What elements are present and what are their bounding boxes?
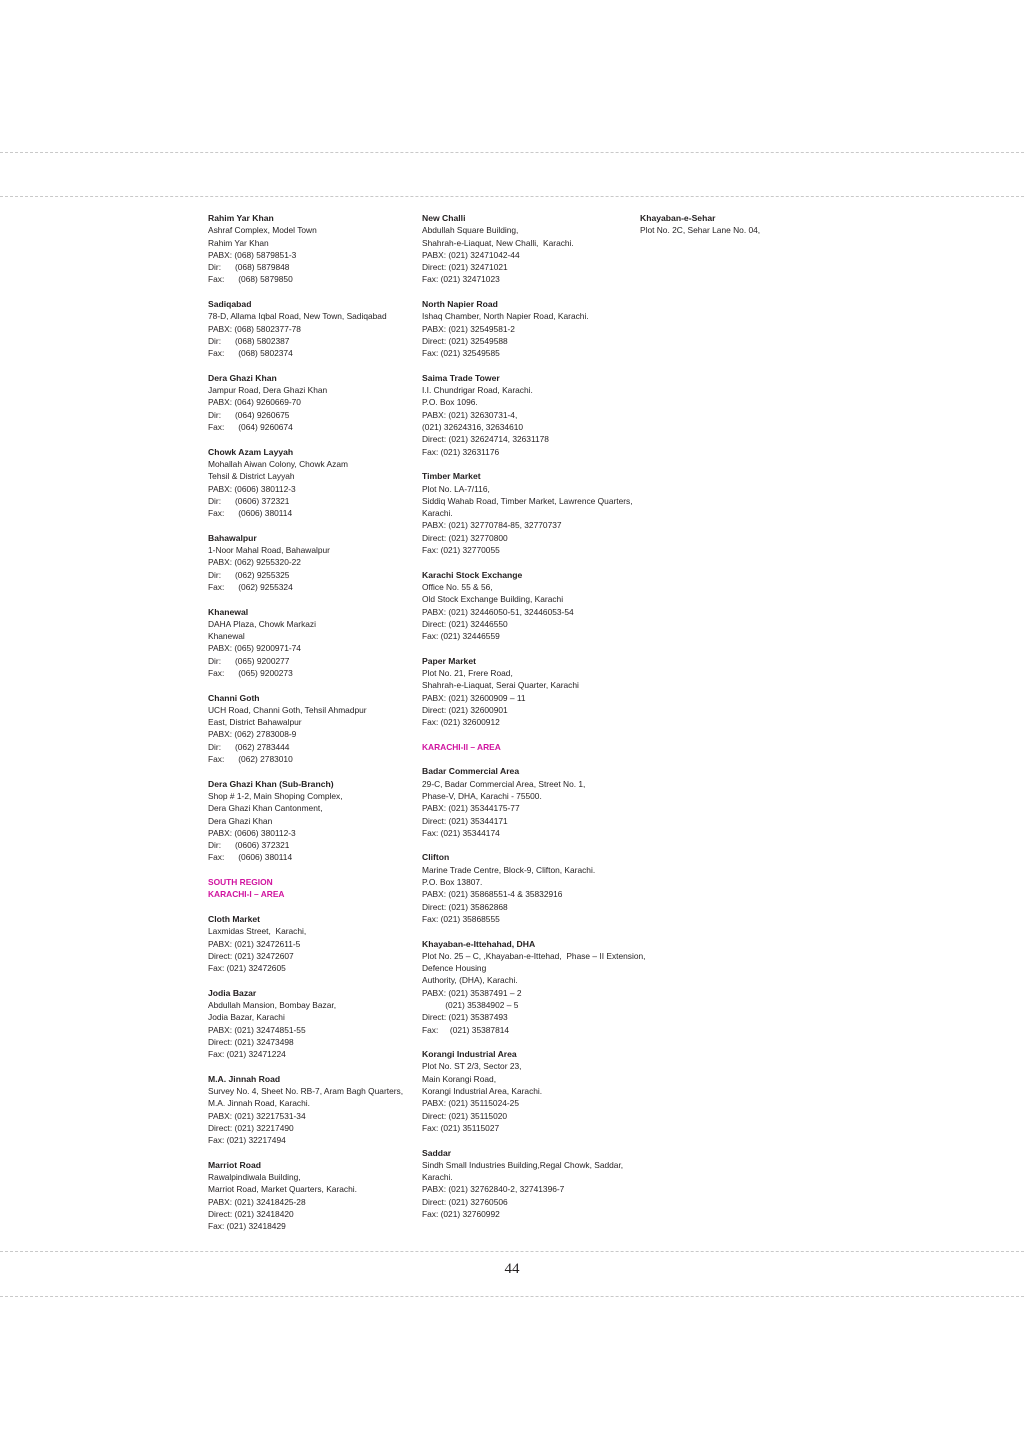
branch-detail-line: Authority, (DHA), Karachi. bbox=[422, 975, 518, 986]
branch-detail-line: Rahim Yar Khan bbox=[208, 237, 269, 248]
branch-detail-line: Fax: (068) 5879850 bbox=[208, 274, 293, 285]
branch-detail-line: Plot No. 25 – C, ,Khayaban-e-Ittehad, Phase – II Extension, bbox=[422, 950, 646, 961]
branch-detail-line: Direct: (021) 32600901 bbox=[422, 704, 508, 715]
branch-detail-line: M.A. Jinnah Road, Karachi. bbox=[208, 1098, 310, 1109]
branch-entry bbox=[208, 913, 408, 974]
branch-detail-line: Dera Ghazi Khan bbox=[208, 815, 273, 826]
branch-detail-line: Marine Trade Centre, Block-9, Clifton, Karachi. bbox=[422, 864, 596, 875]
branch-detail-line: Survey No. 4, Sheet No. RB-7, Aram Bagh Quarters, bbox=[208, 1086, 404, 1097]
branch-name: Cloth Market bbox=[208, 913, 261, 924]
branch-detail-line: PABX: (021) 32630731-4, bbox=[422, 409, 518, 420]
branch-detail-line: Dir: (0606) 372321 bbox=[208, 840, 290, 851]
branch-detail-line: Fax: (021) 35115027 bbox=[422, 1122, 500, 1133]
branch-detail-line: P.O. Box 1096. bbox=[422, 397, 478, 408]
branch-detail-line: Ashraf Complex, Model Town bbox=[208, 225, 317, 236]
column-2 bbox=[422, 212, 646, 1233]
branch-detail-line: DAHA Plaza, Chowk Markazi bbox=[208, 618, 316, 629]
top-rule-2 bbox=[0, 196, 1024, 197]
branch-detail-line: Dir: (0606) 372321 bbox=[208, 495, 290, 506]
branch-name: Korangi Industrial Area bbox=[422, 1049, 517, 1060]
branch-detail-line: Dir: (064) 9260675 bbox=[208, 409, 290, 420]
branch-entry bbox=[208, 606, 408, 680]
branch-name: North Napier Road bbox=[422, 299, 498, 310]
branch-detail-line: PABX: (021) 32472611-5 bbox=[208, 938, 301, 949]
branch-name: Channi Goth bbox=[208, 692, 260, 703]
branch-entry bbox=[422, 938, 646, 1036]
branch-detail-line: Direct: (021) 35862868 bbox=[422, 901, 508, 912]
branch-entry bbox=[422, 851, 632, 925]
branch-detail-line: PABX: (021) 35387491 – 2 bbox=[422, 987, 522, 998]
branch-detail-line: PABX: (021) 32474851-55 bbox=[208, 1024, 306, 1035]
branch-detail-line: PABX: (021) 32770784-85, 32770737 bbox=[422, 520, 562, 531]
branch-detail-line: Fax: (021) 35344174 bbox=[422, 827, 500, 838]
branch-detail-line: Karachi. bbox=[422, 508, 453, 519]
branch-name: Chowk Azam Layyah bbox=[208, 446, 294, 457]
branch-detail-line: Dera Ghazi Khan Cantonment, bbox=[208, 803, 323, 814]
page-number: 44 bbox=[504, 1261, 520, 1277]
region-heading bbox=[422, 741, 632, 753]
branch-detail-line: Fax: (068) 5802374 bbox=[208, 348, 293, 359]
branch-detail-line: Old Stock Exchange Building, Karachi bbox=[422, 594, 564, 605]
branch-detail-line: Direct: (021) 32217490 bbox=[208, 1122, 294, 1133]
branch-detail-line: Direct: (021) 32549588 bbox=[422, 335, 508, 346]
branch-detail-line: Fax: (0606) 380114 bbox=[208, 508, 293, 519]
branch-detail-line: Plot No. LA-7/116, bbox=[422, 483, 490, 494]
branch-detail-line: Direct: (021) 35387493 bbox=[422, 1012, 508, 1023]
branch-name: Dera Ghazi Khan bbox=[208, 372, 277, 383]
branch-detail-line: Siddiq Wahab Road, Timber Market, Lawrence Quarters, bbox=[422, 495, 633, 506]
branch-entry bbox=[208, 446, 408, 520]
branch-detail-line: Plot No. 2C, Sehar Lane No. 04, bbox=[640, 225, 761, 236]
branch-name: Bahawalpur bbox=[208, 532, 257, 543]
branch-detail-line: Direct: (021) 32446550 bbox=[422, 618, 508, 629]
branch-detail-line: Shahrah-e-Liaquat, Serai Quarter, Karachi bbox=[422, 680, 579, 691]
branch-entry bbox=[422, 470, 632, 556]
bottom-rule-1 bbox=[0, 1251, 1024, 1252]
branch-detail-line: Dir: (062) 2783444 bbox=[208, 741, 290, 752]
branch-detail-line: Tehsil & District Layyah bbox=[208, 471, 295, 482]
branch-detail-line: Rawalpindiwala Building, bbox=[208, 1172, 301, 1183]
branch-detail-line: Fax: (0606) 380114 bbox=[208, 852, 293, 863]
branch-detail-line: Korangi Industrial Area, Karachi. bbox=[422, 1086, 543, 1097]
branch-detail-line: PABX: (065) 9200971-74 bbox=[208, 643, 301, 654]
branch-detail-line: 78-D, Allama Iqbal Road, New Town, Sadiqabad bbox=[208, 311, 387, 322]
column-3 bbox=[640, 212, 840, 249]
branch-detail-line: Dir: (065) 9200277 bbox=[208, 655, 290, 666]
branch-entry bbox=[208, 1073, 408, 1147]
branch-name: Marriot Road bbox=[208, 1159, 261, 1170]
branch-detail-line: Fax: (065) 9200273 bbox=[208, 667, 293, 678]
branch-detail-line: PABX: (021) 35344175-77 bbox=[422, 803, 520, 814]
bottom-rule-2 bbox=[0, 1296, 1024, 1297]
branch-detail-line: P.O. Box 13807. bbox=[422, 877, 483, 888]
branch-detail-line: Abdullah Square Building, bbox=[422, 225, 519, 236]
branch-detail-line: Marriot Road, Market Quarters, Karachi. bbox=[208, 1184, 357, 1195]
column-1 bbox=[208, 212, 408, 1245]
branch-entry bbox=[422, 655, 632, 729]
branch-detail-line: Fax: (021) 35387814 bbox=[422, 1024, 510, 1035]
branch-detail-line: Plot No. ST 2/3, Sector 23, bbox=[422, 1061, 522, 1072]
branch-detail-line: East, District Bahawalpur bbox=[208, 717, 302, 728]
branch-detail-line: Fax: (021) 32472605 bbox=[208, 963, 286, 974]
branch-name: M.A. Jinnah Road bbox=[208, 1073, 281, 1084]
branch-name: Saima Trade Tower bbox=[422, 372, 500, 383]
branch-entry bbox=[422, 298, 632, 359]
branch-detail-line: Laxmidas Street, Karachi, bbox=[208, 926, 307, 937]
branch-name: Rahim Yar Khan bbox=[208, 213, 274, 223]
branch-entry bbox=[208, 778, 408, 864]
branch-detail-line: PABX: (062) 2783008-9 bbox=[208, 729, 297, 740]
branch-name: Badar Commercial Area bbox=[422, 766, 520, 777]
branch-name: Khayaban-e-Ittehahad, DHA bbox=[422, 938, 536, 949]
branch-entry bbox=[422, 1147, 632, 1221]
branch-detail-line: 29-C, Badar Commercial Area, Street No. 1, bbox=[422, 778, 586, 789]
branch-detail-line: Direct: (021) 32624714, 32631178 bbox=[422, 434, 549, 445]
branch-detail-line: Fax: (021) 32631176 bbox=[422, 446, 500, 457]
branch-detail-line: PABX: (021) 32471042-44 bbox=[422, 249, 520, 260]
branch-detail-line: PABX: (021) 32446050-51, 32446053-54 bbox=[422, 606, 574, 617]
branch-detail-line: Fax: (062) 2783010 bbox=[208, 754, 293, 765]
branch-detail-line: Fax: (064) 9260674 bbox=[208, 422, 293, 433]
branch-name: Clifton bbox=[422, 852, 450, 863]
branch-entry bbox=[422, 212, 632, 286]
branch-detail-line: PABX: (064) 9260669-70 bbox=[208, 397, 301, 408]
branch-detail-line: Direct: (021) 32472607 bbox=[208, 950, 294, 961]
branch-detail-line: Fax: (021) 32549585 bbox=[422, 348, 500, 359]
branch-detail-line: Fax: (021) 32760992 bbox=[422, 1209, 500, 1220]
branch-entry bbox=[208, 1159, 408, 1233]
branch-name: Saddar bbox=[422, 1147, 452, 1158]
branch-entry bbox=[208, 298, 408, 359]
branch-entry bbox=[640, 212, 840, 237]
branch-detail-line: UCH Road, Channi Goth, Tehsil Ahmadpur bbox=[208, 704, 367, 715]
branch-detail-line: PABX: (021) 32600909 – 11 bbox=[422, 692, 526, 703]
branch-detail-line: Dir: (068) 5879848 bbox=[208, 262, 290, 273]
branch-entry bbox=[422, 765, 632, 839]
branch-detail-line: Fax: (021) 32600912 bbox=[422, 717, 500, 728]
region-heading-line: KARACHI-II – AREA bbox=[422, 741, 501, 752]
branch-detail-line: PABX: (021) 32217531-34 bbox=[208, 1110, 306, 1121]
branch-detail-line: PABX: (021) 35115024-25 bbox=[422, 1098, 519, 1109]
branch-detail-line: PABX: (021) 35868551-4 & 35832916 bbox=[422, 889, 563, 900]
branch-entry bbox=[208, 692, 408, 766]
branch-name: Dera Ghazi Khan (Sub-Branch) bbox=[208, 778, 334, 789]
branch-detail-line: Main Korangi Road, bbox=[422, 1073, 497, 1084]
branch-detail-line: Fax: (021) 32770055 bbox=[422, 545, 500, 556]
branch-name: Jodia Bazar bbox=[208, 987, 257, 998]
branch-detail-line: PABX: (021) 32418425-28 bbox=[208, 1196, 306, 1207]
region-heading bbox=[208, 876, 408, 901]
branch-name: Sadiqabad bbox=[208, 299, 252, 310]
branch-name: Paper Market bbox=[422, 655, 476, 666]
branch-detail-line: Direct: (021) 32760506 bbox=[422, 1196, 508, 1207]
branch-detail-line: Defence Housing bbox=[422, 963, 487, 974]
branch-detail-line: I.I. Chundrigar Road, Karachi. bbox=[422, 385, 533, 396]
branch-detail-line: Karachi. bbox=[422, 1172, 453, 1183]
region-heading-line: KARACHI-I – AREA bbox=[208, 889, 285, 900]
region-heading-line: SOUTH REGION bbox=[208, 877, 273, 888]
branch-name: Timber Market bbox=[422, 471, 481, 482]
branch-detail-line: Direct: (021) 32770800 bbox=[422, 532, 508, 543]
branch-detail-line: Dir: (062) 9255325 bbox=[208, 569, 290, 580]
branch-detail-line: Jodia Bazar, Karachi bbox=[208, 1012, 285, 1023]
branch-entry bbox=[208, 987, 408, 1061]
branch-detail-line: PABX: (0606) 380112-3 bbox=[208, 483, 296, 494]
branch-detail-line: Shop # 1-2, Main Shoping Complex, bbox=[208, 790, 343, 801]
branch-detail-line: (021) 35384902 – 5 bbox=[422, 1000, 519, 1010]
branch-name: New Challi bbox=[422, 213, 466, 223]
branch-entry bbox=[422, 1048, 632, 1134]
branch-detail-line: Jampur Road, Dera Ghazi Khan bbox=[208, 385, 328, 396]
branch-detail-line: Office No. 55 & 56, bbox=[422, 581, 493, 592]
branch-detail-line: Sindh Small Industries Building,Regal Chowk, Saddar, bbox=[422, 1159, 624, 1170]
top-rule-1 bbox=[0, 152, 1024, 153]
branch-detail-line: Fax: (021) 32418429 bbox=[208, 1221, 286, 1232]
branch-detail-line: Direct: (021) 32473498 bbox=[208, 1036, 294, 1047]
branch-detail-line: Dir: (068) 5802387 bbox=[208, 335, 290, 346]
branch-detail-line: PABX: (062) 9255320-22 bbox=[208, 557, 301, 568]
branch-detail-line: Ishaq Chamber, North Napier Road, Karachi. bbox=[422, 311, 589, 322]
branch-detail-line: Fax: (021) 32471023 bbox=[422, 274, 500, 285]
branch-detail-line: Direct: (021) 32418420 bbox=[208, 1209, 294, 1220]
branch-entry bbox=[208, 212, 408, 286]
branch-name: Khanewal bbox=[208, 606, 249, 617]
branch-name: Khayaban-e-Sehar bbox=[640, 213, 716, 223]
branch-detail-line: PABX: (068) 5802377-78 bbox=[208, 323, 301, 334]
branch-detail-line: Abdullah Mansion, Bombay Bazar, bbox=[208, 1000, 337, 1010]
branch-detail-line: Direct: (021) 35115020 bbox=[422, 1110, 508, 1121]
branch-detail-line: 1-Noor Mahal Road, Bahawalpur bbox=[208, 545, 330, 556]
branch-detail-line: PABX: (068) 5879851-3 bbox=[208, 249, 297, 260]
branch-detail-line: (021) 32624316, 32634610 bbox=[422, 422, 524, 433]
branch-detail-line: Mohallah Aiwan Colony, Chowk Azam bbox=[208, 458, 348, 469]
branch-detail-line: Fax: (062) 9255324 bbox=[208, 581, 293, 592]
branch-detail-line: PABX: (021) 32549581-2 bbox=[422, 323, 515, 334]
branch-detail-line: PABX: (021) 32762840-2, 32741396-7 bbox=[422, 1184, 565, 1195]
branch-detail-line: Fax: (021) 32446559 bbox=[422, 631, 500, 642]
branch-detail-line: Fax: (021) 35868555 bbox=[422, 913, 500, 924]
branch-detail-line: PABX: (0606) 380112-3 bbox=[208, 827, 296, 838]
branch-detail-line: Direct: (021) 35344171 bbox=[422, 815, 508, 826]
branch-detail-line: Fax: (021) 32471224 bbox=[208, 1049, 286, 1060]
branch-detail-line: Direct: (021) 32471021 bbox=[422, 262, 508, 273]
branch-name: Karachi Stock Exchange bbox=[422, 569, 523, 580]
branch-detail-line: Khanewal bbox=[208, 631, 245, 642]
branch-entry bbox=[422, 569, 632, 643]
branch-detail-line: Fax: (021) 32217494 bbox=[208, 1135, 286, 1146]
branch-detail-line: Shahrah-e-Liaquat, New Challi, Karachi. bbox=[422, 237, 574, 248]
branch-entry bbox=[208, 372, 408, 433]
branch-entry bbox=[422, 372, 632, 458]
branch-entry bbox=[208, 532, 408, 593]
branch-detail-line: Phase-V, DHA, Karachi - 75500. bbox=[422, 790, 542, 801]
branch-detail-line: Plot No. 21, Frere Road, bbox=[422, 667, 513, 678]
